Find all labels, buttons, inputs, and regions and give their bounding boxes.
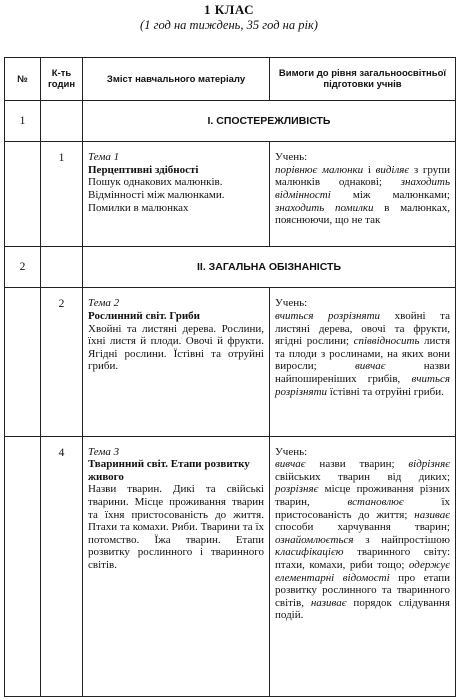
topic-content: Хвойні та листяні дерева. Рослини, їхні листя й плоди. Овочі й фрукти. Ягідні рослини. Їстівні та отруйні гриби.	[88, 322, 264, 373]
topic-hours: 1	[41, 142, 83, 247]
requirement-text-run: назви тварин;	[305, 458, 409, 471]
hours-note: (1 год на тиждень, 35 год на рік)	[140, 18, 318, 32]
topic-content-cell	[83, 436, 270, 696]
requirement-text-run: місце проживання різних тварин,	[275, 483, 450, 508]
requirement-text-run: їстівні та отруйні гриби.	[327, 385, 444, 398]
topic-content: Пошук однакових малюнків. Відмінності між малюнками. Помилки в малюнках	[88, 176, 225, 214]
header-hours: К-ть годин	[41, 58, 83, 101]
topic-title: Рослинний світ. Гриби	[88, 309, 200, 322]
requirement-text-run: про етапи розвитку рослинного та тваринного світів,	[275, 571, 450, 609]
section-number: 1	[5, 101, 41, 142]
requirement-text-run: назви найпоширеніших грибів,	[275, 360, 450, 385]
table-header-row	[5, 58, 456, 101]
topic-label: Тема 1	[88, 151, 120, 164]
empty-cell	[41, 101, 83, 142]
requirement-text-run: тваринного світу: птахи, комахи, риби тощо;	[275, 546, 450, 571]
requirement-keyword: виділяє	[375, 163, 410, 176]
requirement-keyword: вчиться розрізняти	[275, 309, 381, 322]
requirements-text	[275, 310, 450, 398]
topic-requirements-cell	[270, 436, 456, 696]
section-title: ІІ. ЗАГАЛЬНА ОБІЗНАНІСТЬ	[83, 247, 456, 288]
requirement-keyword: ознайомлюється	[275, 533, 354, 546]
topic-hours: 4	[41, 436, 83, 696]
requirement-text-run: їх пристосованість до життя;	[275, 495, 450, 521]
requirement-keyword: називає	[414, 508, 450, 521]
requirement-keyword: вивчає	[275, 458, 306, 471]
requirement-keyword: знаходить помилки	[275, 201, 374, 214]
section-number: 2	[5, 247, 41, 288]
topic-hours: 2	[41, 288, 83, 436]
requirement-keyword: порівнює малюнки	[275, 163, 364, 176]
requirement-text-run: з найпростішою	[353, 533, 450, 546]
topic-row	[5, 436, 456, 696]
requirement-keyword: класифікацією	[275, 546, 344, 559]
requirement-keyword: вивчає	[354, 360, 386, 373]
topic-row	[5, 142, 456, 247]
requirements-text	[275, 458, 450, 622]
topic-row	[5, 288, 456, 436]
requirements-intro: Учень:	[275, 445, 308, 458]
section-row	[5, 101, 456, 142]
topic-content: Назви тварин. Дикі та свійські тварини. Місце проживання тварин та їхня пристосованість до життя. Птахи та комахи. Риби. Тварини та їх потомство. Їжа тварин. Етапи розвитку рослинного і тваринного світів.	[88, 483, 264, 571]
class-title: 1 КЛАС	[204, 2, 254, 17]
requirements-intro: Учень:	[275, 297, 308, 310]
topic-label: Тема 3	[88, 445, 120, 458]
requirement-text-run: свійських тварин від диких;	[275, 470, 450, 483]
requirements-text	[275, 164, 450, 227]
empty-cell	[41, 247, 83, 288]
topic-title: Перцептивні здібності	[88, 163, 199, 176]
requirements-intro: Учень:	[275, 151, 308, 164]
topic-title: Тваринний світ. Етапи розвитку живого	[88, 458, 250, 483]
topic-content-cell	[83, 142, 270, 247]
requirement-text-run: листя та плоди з рослинами, на яких вони виросли;	[275, 335, 451, 373]
requirement-keyword: співвідносить	[353, 335, 420, 348]
empty-cell	[5, 288, 41, 436]
requirement-text-run: порядок слідування подій.	[275, 596, 450, 622]
header-content: Зміст навчального матеріалу	[83, 58, 270, 101]
topic-content-cell	[83, 288, 270, 436]
requirement-text-run: в малюнках, пояснюючи, що не так	[275, 201, 450, 227]
requirement-keyword: відрізняє	[408, 458, 450, 471]
topic-label: Тема 2	[88, 297, 120, 310]
curriculum-table	[4, 57, 456, 697]
requirement-text-run: і	[363, 163, 376, 176]
requirement-keyword: встановлює	[347, 495, 404, 508]
requirement-keyword: називає	[310, 596, 347, 609]
topic-requirements-cell	[270, 288, 456, 436]
requirement-text-run: хвойні та листяні дерева, овочі та фрукти, ягідні рослини;	[275, 309, 450, 348]
section-row	[5, 247, 456, 288]
requirement-keyword: одержує елементарні відомості	[275, 558, 450, 584]
empty-cell	[5, 436, 41, 696]
header-requirements: Вимоги до рівня загальноосвітньої підготовки учнів	[270, 58, 456, 101]
requirement-keyword: знаходить відмінності	[275, 176, 450, 201]
requirement-keyword: вчиться розрізняти	[275, 372, 450, 398]
requirement-text-run: з групи малюнків однакові;	[275, 163, 450, 189]
requirement-text-run: способи харчування тварин;	[275, 521, 450, 534]
requirement-keyword: розрізняє	[275, 483, 319, 496]
topic-requirements-cell	[270, 142, 456, 247]
requirement-text-run: між малюнками;	[330, 188, 450, 201]
section-title: І. СПОСТЕРЕЖЛИВІСТЬ	[83, 101, 456, 142]
empty-cell	[5, 142, 41, 247]
header-num: №	[5, 58, 41, 101]
